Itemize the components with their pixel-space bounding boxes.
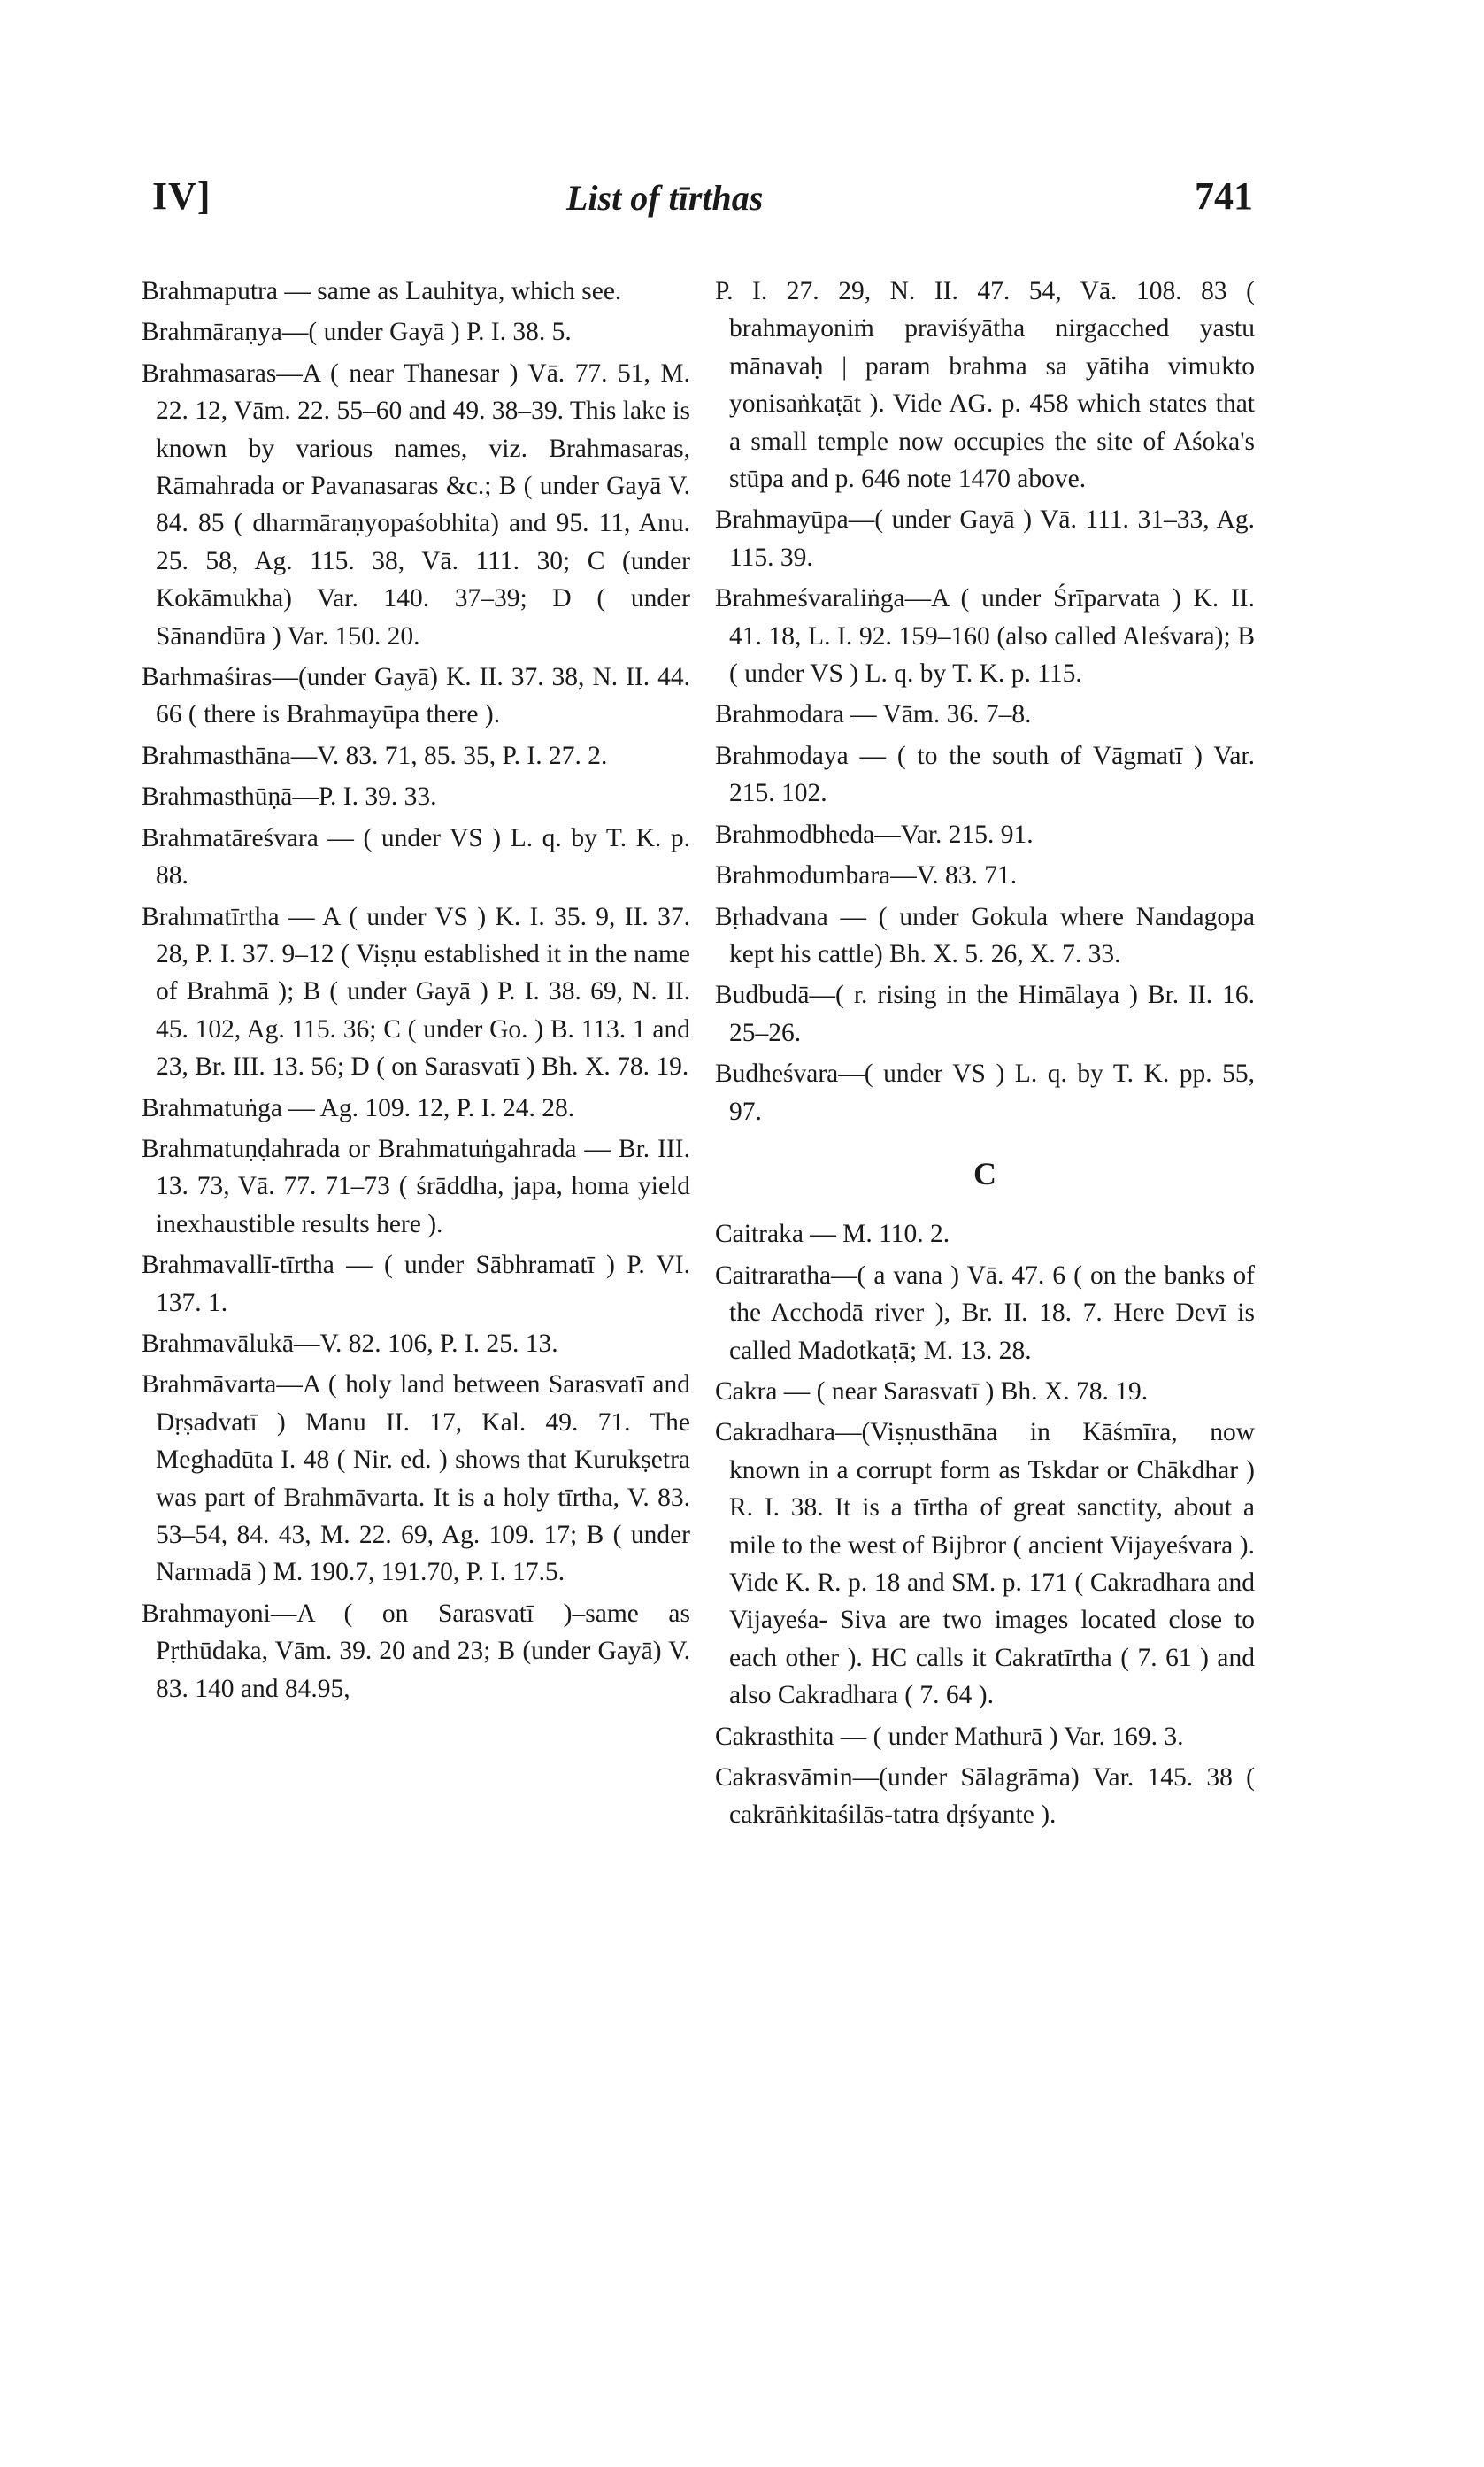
glossary-entry: Brahmāraṇya—( under Gayā ) P. I. 38. 5. xyxy=(142,318,572,347)
glossary-entry: Brahmasthūṇā—P. I. 39. 33. xyxy=(142,783,437,812)
section-letter: C xyxy=(973,1155,996,1191)
glossary-entry: Budbudā—( r. rising in the Himālaya ) Br. II. 16. 25–26. xyxy=(715,981,1255,1047)
right-column xyxy=(715,273,1255,1838)
glossary-entry: Brahmaputra — same as Lauhitya, which see. xyxy=(142,277,622,305)
running-title: List of tīrthas xyxy=(566,178,764,218)
glossary-entry: Brahmasaras—A ( near Thanesar ) Vā. 77. 51, M. 22. 12, Vām. 22. 55–60 and 49. 38–39. This lake is known by various names, viz. Brahmasaras, Rāmahrada or Pavanasaras &c.; B ( under Gayā V. 84. 85 ( dharmāraṇyopaśobhita) and 95. 11, Anu. 25. 58, Ag. 115. 38, Vā. 111. 30; C (under Kokāmukha) Var. 140. 37–39; D ( under Sānandūra ) Var. 150. 20. xyxy=(142,358,690,651)
glossary-entry: Brahmodara — Vām. 36. 7–8. xyxy=(715,700,1032,729)
glossary-entry: Brahmatāreśvara — ( under VS ) L. q. by T. K. p. 88. xyxy=(142,823,690,890)
glossary-entry: Brahmeśvaraliṅga—A ( under Śrīparvata ) K. II. 41. 18, L. I. 92. 159–160 (also called Aleśvara); B ( under VS ) L. q. by T. K. p. 115. xyxy=(715,584,1255,689)
glossary-entry: Brahmodaya — ( to the south of Vāgmatī ) Var. 215. 102. xyxy=(715,741,1255,808)
glossary-entry: Brahmodumbara—V. 83. 71. xyxy=(715,861,1018,890)
glossary-entry: Budheśvara—( under VS ) L. q. by T. K. pp. 55, 97. xyxy=(715,1060,1255,1126)
glossary-entry: P. I. 27. 29, N. II. 47. 54, Vā. 108. 83 ( brahmayoniṁ praviśyātha nirgacched yastu mānavaḥ | param brahma sa yātiha vimukto yonisaṅkaṭāt ). Vide AG. p. 458 which states that a small temple now occupies the site of Aśoka's stūpa and p. 646 note 1470 above. xyxy=(715,277,1255,494)
right-column-c-entries xyxy=(715,1215,1255,1834)
glossary-entry: Brahmāvarta—A ( holy land between Sarasvatī and Dṛṣadvatī ) Manu II. 17, Kal. 49. 71. The Meghadūta I. 48 ( Nir. ed. ) shows that Kurukṣetra was part of Brahmāvarta. It is a holy tīrtha, V. 83. 53–54, 84. 43, M. 22. 69, Ag. 109. 17; B ( under Narmadā ) M. 190.7, 191.70, P. I. 17.5. xyxy=(142,1370,690,1587)
glossary-entry: Brahmayūpa—( under Gayā ) Vā. 111. 31–33, Ag. 115. 39. xyxy=(715,505,1255,572)
left-column xyxy=(142,273,690,1711)
glossary-entry: Caitraka — M. 110. 2. xyxy=(715,1220,950,1249)
glossary-entry: Caitraratha—( a vana ) Vā. 47. 6 ( on the banks of the Acchodā river ), Br. II. 18. 7. Here Devī is called Madotkaṭā; M. 13. 28. xyxy=(715,1260,1255,1365)
glossary-entry: Brahmatīrtha — A ( under VS ) K. I. 35. 9, II. 37. 28, P. I. 37. 9–12 ( Viṣṇu established it in the name of Brahmā ); B ( under Gayā ) P. I. 38. 69, N. II. 45. 102, Ag. 115. 36; C ( under Go. ) B. 113. 1 and 23, Br. III. 13. 56; D ( on Sarasvatī ) Bh. X. 78. 19. xyxy=(142,902,690,1082)
glossary-entry: Brahmavallī-tīrtha — ( under Sābhramatī ) P. VI. 137. 1. xyxy=(142,1251,690,1317)
running-header xyxy=(0,173,1484,235)
glossary-entry: Brahmodbheda—Var. 215. 91. xyxy=(715,820,1034,849)
glossary-entry: Brahmayoni—A ( on Sarasvatī )–same as Pṛthūdaka, Vām. 39. 20 and 23; B (under Gayā) V. 83. 140 and 84.95, xyxy=(142,1599,690,1703)
glossary-entry: Bṛhadvana — ( under Gokula where Nandagopa kept his cattle) Bh. X. 5. 26, X. 7. 33. xyxy=(715,902,1255,968)
glossary-entry: Barhmaśiras—(under Gayā) K. II. 37. 38, N. II. 44. 66 ( there is Brahmayūpa there ). xyxy=(142,663,690,729)
glossary-entry: Cakrasvāmin—(under Sālagrāma) Var. 145. 38 ( cakrāṅkitaśilās-tatra dṛśyante ). xyxy=(715,1763,1255,1830)
glossary-entry: Cakradhara—(Viṣṇusthāna in Kāśmīra, now known in a corrupt form as Tskdar or Chākdhar ) R. I. 38. It is a tīrtha of great sanctity, about a mile to the west of Bijbror ( ancient Vijayeśvara ). Vide K. R. p. 18 and SM. p. 171 ( Cakradhara and Vijayeśa- Siva are two images located close to each other ). HC calls it Cakratīrtha ( 7. 61 ) and also Cakradhara ( 7. 64 ). xyxy=(715,1418,1255,1710)
glossary-entry: Brahmavālukā—V. 82. 106, P. I. 25. 13. xyxy=(142,1329,558,1358)
chapter-marker: IV] xyxy=(152,174,211,218)
glossary-entry: Cakrasthita — ( under Mathurā ) Var. 169. 3. xyxy=(715,1722,1184,1751)
glossary-entry: Brahmatuṇḍahrada or Brahmatuṅgahrada — Br. III. 13. 73, Vā. 77. 71–73 ( śrāddha, japa, homa yield inexhaustible results here ). xyxy=(142,1134,690,1238)
glossary-entry: Brahmatuṅga — Ag. 109. 12, P. I. 24. 28. xyxy=(142,1093,575,1122)
right-column-b-entries xyxy=(715,273,1255,1130)
glossary-entry: Cakra — ( near Sarasvatī ) Bh. X. 78. 19. xyxy=(715,1376,1149,1406)
glossary-entry: Brahmasthāna—V. 83. 71, 85. 35, P. I. 27. 2. xyxy=(142,741,608,770)
page-number: 741 xyxy=(1195,174,1253,218)
